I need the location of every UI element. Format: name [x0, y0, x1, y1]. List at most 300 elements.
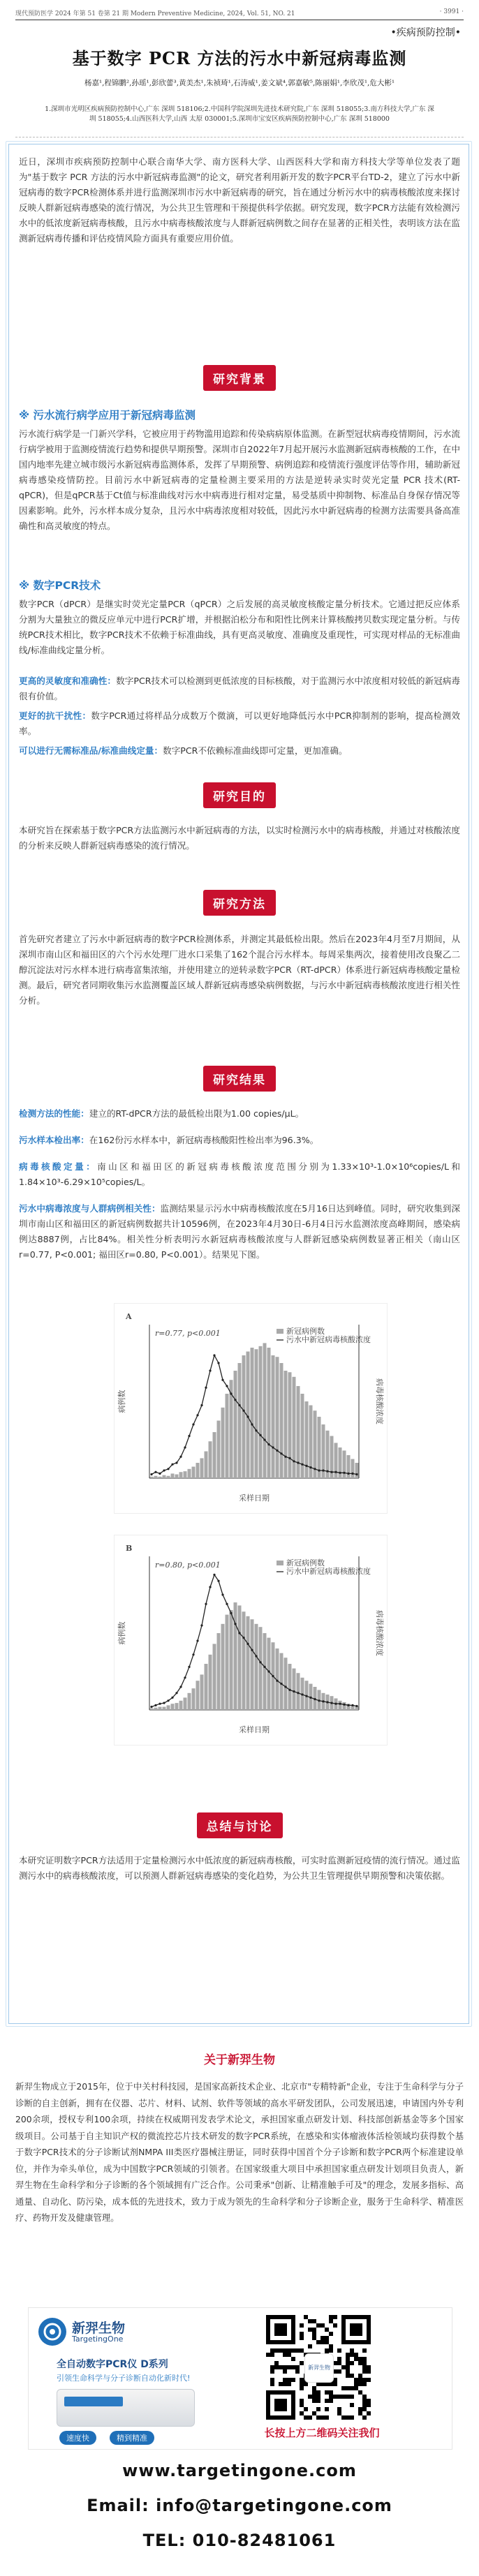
qr-module — [312, 2395, 316, 2399]
company-email[interactable]: Email: info@targetingone.com — [87, 2496, 392, 2515]
case-bar — [259, 1346, 263, 1478]
qr-module — [320, 2336, 325, 2340]
case-bar — [355, 1463, 359, 1478]
qr-finder-core — [274, 2399, 287, 2411]
viral-load-point — [297, 1692, 299, 1694]
result-3-text: 南山区和福田区的新冠病毒核酸浓度范围分别为1.33×10³-1.0×10⁶copies/L和1.84×10³-6.29×10⁵copies/L。 — [19, 1161, 460, 1187]
viral-load-point — [293, 1690, 295, 1692]
qr-module — [333, 2315, 337, 2319]
qr-module — [300, 2332, 304, 2336]
viral-load-point — [200, 1404, 202, 1406]
qr-module — [291, 2357, 295, 2361]
viral-load-point — [355, 1473, 358, 1475]
qr-module — [291, 2365, 295, 2369]
viral-load-point — [213, 1354, 215, 1356]
case-bar — [234, 1371, 237, 1478]
section-conclusion-label: 总结与讨论 — [197, 1812, 283, 1838]
section-method-label: 研究方法 — [203, 890, 276, 916]
viral-load-point — [221, 1379, 223, 1381]
result-3 — [19, 1159, 460, 1190]
legend-line-label: 污水中新冠病毒核酸浓度 — [286, 1335, 371, 1344]
qr-module — [320, 2323, 325, 2328]
viral-load-point — [184, 1676, 186, 1678]
viral-load-point — [314, 1698, 316, 1700]
qr-module — [358, 2390, 362, 2395]
qr-module — [312, 2319, 316, 2323]
qr-module — [325, 2348, 329, 2353]
case-bar — [150, 1477, 154, 1478]
qr-module — [362, 2395, 367, 2399]
case-bar — [213, 1432, 216, 1478]
qr-caption: 长按上方二维码关注我们 — [264, 2427, 380, 2439]
case-bar — [154, 1708, 158, 1710]
viral-load-point — [259, 1434, 261, 1436]
viral-load-point — [334, 1471, 337, 1473]
viral-load-point — [251, 1423, 253, 1425]
case-bar — [251, 1348, 254, 1478]
subheading-wastewater: ※ 污水流行病学应用于新冠病毒监测 — [19, 409, 196, 422]
qr-module — [300, 2378, 304, 2382]
advantage-3 — [19, 743, 460, 759]
qr-module — [346, 2365, 350, 2369]
viral-load-point — [322, 1700, 324, 1702]
qr-module — [350, 2403, 354, 2407]
qr-module — [295, 2365, 300, 2369]
case-bar — [159, 1477, 162, 1478]
viral-load-point — [267, 1443, 270, 1445]
qr-module — [329, 2399, 333, 2403]
article-frame — [8, 144, 469, 2024]
viral-load-point — [263, 1438, 265, 1440]
qr-module — [333, 2395, 337, 2399]
qr-module — [341, 2395, 346, 2399]
case-bar — [238, 1363, 242, 1478]
correlation-annotation: r=0.80, p<0.001 — [155, 1561, 221, 1570]
case-bar — [175, 1703, 179, 1710]
viral-load-point — [339, 1703, 341, 1705]
y-axis-left-label: 病例数 — [117, 1621, 126, 1645]
qr-module — [329, 2315, 333, 2319]
qr-module — [279, 2382, 283, 2386]
subheading-dpcr: ※ 数字PCR技术 — [19, 579, 101, 592]
precision-badge[interactable]: 精到精准 — [110, 2431, 154, 2445]
qr-module — [362, 2399, 367, 2403]
result-1 — [19, 1106, 460, 1122]
case-bar — [196, 1463, 200, 1478]
qr-module — [362, 2361, 367, 2365]
qr-module — [325, 2340, 329, 2344]
viral-load-point — [159, 1473, 161, 1475]
method-paragraph: 首先研究者建立了污水中新冠病毒的数字PCR检测体系，并测定其最低检出限。然后在2023年4月至7月期间，从深圳市南山区和福田区的六个污水处理厂进水口采集了162个混合污水样本。每周采集两次，接着使用改良聚乙二醇沉淀法对污水样本进行病毒富集浓缩，并使用建立的逆转录数字PCR（RT-dPCR）体系进行新冠病毒核酸定量检测。最后，研究者同期收集污水监测覆盖区域人群新冠病毒感染病例数据，与污水中新冠病毒核酸浓度进行相关性分析。 — [19, 934, 460, 1006]
case-bar — [255, 1624, 258, 1710]
case-bar — [343, 1450, 346, 1478]
qr-module — [337, 2395, 341, 2399]
viral-load-point — [330, 1471, 332, 1473]
case-bar — [209, 1655, 212, 1710]
qr-module — [367, 2369, 371, 2374]
qr-module — [270, 2348, 274, 2353]
case-bar — [263, 1343, 267, 1478]
advantage-2-text: 数字PCR通过将样品分成数万个微滴，可以更好地降低污水中PCR抑制剂的影响，提高检测效率。 — [19, 710, 460, 736]
qr-module — [362, 2378, 367, 2382]
qr-module — [367, 2378, 371, 2382]
viral-load-point — [305, 1695, 307, 1697]
viral-load-point — [330, 1702, 332, 1704]
section-purpose-label: 研究目的 — [203, 782, 276, 808]
instrument-image — [57, 2389, 195, 2427]
qr-module — [316, 2395, 320, 2399]
viral-load-point — [293, 1460, 295, 1462]
case-bar — [171, 1473, 175, 1478]
viral-load-point — [167, 1468, 169, 1470]
advantage-3-text: 数字PCR不依赖标准曲线即可定量，更加准确。 — [163, 745, 348, 756]
case-bar — [267, 1348, 271, 1478]
product-slogan: 引领生命科学与分子诊断自动化新时代! — [57, 2374, 191, 2383]
qr-module — [300, 2386, 304, 2390]
case-bar — [259, 1627, 263, 1710]
viral-load-point — [343, 1704, 345, 1706]
qr-module — [312, 2399, 316, 2403]
viral-load-point — [159, 1703, 161, 1705]
qr-module — [346, 2415, 350, 2420]
qr-module — [346, 2361, 350, 2365]
purpose-paragraph: 本研究旨在探索基于数字PCR方法监测污水中新冠病毒的方法，以实时检测污水中的病毒核酸，并通过对核酸浓度的分析来反映人群新冠病毒感染的流行情况。 — [19, 825, 460, 851]
qr-module — [270, 2353, 274, 2357]
speed-badge[interactable]: 速度快 — [59, 2431, 96, 2445]
qr-module — [362, 2382, 367, 2386]
qr-finder-core — [350, 2323, 362, 2336]
qr-module — [346, 2353, 350, 2357]
case-bar — [263, 1633, 267, 1710]
case-bar — [196, 1681, 200, 1710]
viral-load-point — [284, 1685, 286, 1688]
viral-load-point — [263, 1666, 265, 1668]
qr-module — [350, 2348, 354, 2353]
viral-load-point — [150, 1473, 152, 1475]
case-bar — [284, 1371, 288, 1478]
result-3-label: 病毒核酸定量： — [19, 1161, 98, 1172]
product-banner[interactable] — [28, 2307, 452, 2450]
section-conclusion — [9, 1812, 470, 1838]
qr-module — [362, 2348, 367, 2353]
qr-module — [337, 2348, 341, 2353]
case-bar — [293, 1377, 296, 1478]
qr-module — [266, 2353, 270, 2357]
case-bar — [192, 1688, 196, 1710]
chart-a-svg — [115, 1304, 387, 1513]
case-bar — [288, 1372, 292, 1478]
case-bar — [255, 1349, 258, 1478]
viral-load-point — [167, 1699, 169, 1702]
viral-load-point — [284, 1456, 286, 1458]
qr-module — [312, 2328, 316, 2332]
viral-load-point — [192, 1423, 194, 1425]
viral-load-point — [238, 1632, 240, 1634]
qr-module — [308, 2395, 312, 2399]
case-bar — [159, 1707, 162, 1710]
result-2-text: 在162份污水样本中，新冠病毒核酸阳性检出率为96.3%。 — [89, 1135, 319, 1145]
viral-load-point — [154, 1471, 156, 1473]
qr-module — [362, 2407, 367, 2411]
qr-module — [329, 2390, 333, 2395]
result-4 — [19, 1201, 460, 1263]
viral-load-point — [343, 1472, 345, 1474]
case-bar — [242, 1355, 246, 1478]
qr-module — [325, 2328, 329, 2332]
viral-load-point — [276, 1450, 278, 1452]
viral-load-point — [351, 1704, 353, 1706]
qr-module — [312, 2386, 316, 2390]
case-bar — [267, 1638, 271, 1710]
background-paragraph-2: 数字PCR（dPCR）是继实时荧光定量PCR（qPCR）之后发展的高灵敏度核酸定量分析技术。它通过把反应体系分割为大量独立的微反应单元中进行PCR扩增，并根据泊松分布和阳性比例来计算核酸拷贝数实现定量分析。与传统PCR技术相比，数字PCR技术不依赖于标准曲线，具有更高灵敏度、准确度及重现性，可实现对样品的无标准曲线/标准曲线定量分析。 — [19, 599, 460, 655]
qr-module — [279, 2348, 283, 2353]
chart-b-svg — [115, 1535, 387, 1745]
qr-module — [333, 2323, 337, 2328]
qr-module — [300, 2411, 304, 2415]
case-bar — [200, 1674, 204, 1710]
qr-module — [308, 2319, 312, 2323]
advantage-1-label: 更高的灵敏度和准确性： — [19, 676, 117, 686]
qr-module — [350, 2386, 354, 2390]
instrument-panel — [64, 2397, 123, 2406]
viral-load-point — [230, 1392, 232, 1394]
viral-load-point — [150, 1706, 152, 1708]
qr-module — [283, 2348, 287, 2353]
qr-module — [274, 2361, 279, 2365]
case-bar — [217, 1633, 221, 1710]
qr-module — [325, 2399, 329, 2403]
product-title: 全自动数字PCR仪 D系列 — [57, 2359, 168, 2370]
viral-load-point — [355, 1705, 358, 1707]
viral-load-point — [347, 1473, 349, 1475]
qr-module — [312, 2332, 316, 2336]
company-phone[interactable]: TEL: 010-82481061 — [142, 2531, 337, 2550]
case-bar — [209, 1441, 212, 1478]
qr-module — [283, 2369, 287, 2374]
paper-authors: 杨嘉¹,程锦鹏²,孙瑶¹,彭欣蕾³,黄美杰¹,朱祯琦¹,石涛威¹,姜文斌⁴,郭嘉敏⁵,陈丽娟¹,李欣茂¹,危大彬¹ — [84, 79, 395, 87]
viral-load-point — [301, 1693, 303, 1695]
viral-load-point — [318, 1469, 320, 1471]
qr-module — [346, 2357, 350, 2361]
qr-module — [329, 2395, 333, 2399]
qr-module — [295, 2348, 300, 2353]
viral-load-point — [154, 1704, 156, 1706]
case-bar — [200, 1458, 204, 1478]
paper-title: 基于数字 PCR 方法的污水中新冠病毒监测 — [72, 48, 407, 68]
qr-module — [329, 2344, 333, 2348]
result-2-label: 污水样本检出率： — [19, 1135, 89, 1145]
viral-load-point — [205, 1387, 207, 1389]
qr-module — [287, 2353, 291, 2357]
qr-module — [350, 2395, 354, 2399]
result-4-label: 污水中病毒浓度与人群病例相关性： — [19, 1203, 161, 1214]
y-axis-right-label: 病毒核酸浓度 — [375, 1378, 384, 1424]
qr-module — [325, 2415, 329, 2420]
about-paragraph: 新羿生物成立于2015年，位于中关村科技园，是国家高新技术企业、北京市"专精特新"企业，专注于生命科学与分子诊断的自主创新，拥有在仪器、芯片、材料、试剂、软件等领域的高水平研发团队，公司发展迅速，申请国内外专利200余项，授权专利100余项，持续在权威期刊发表学术论文，承担国家重点研发计划、科技部创新基金等多个国家级项目。公司基于自主知识产权的微流控芯片技术研发的数字PCR系统，在感染和实体瘤液体活检领域均获得数个基于数字PCR技术的分子诊断试剂NMPA III类医疗器械注册证，同时获得中国首个分子诊断和数字PCR两个标准建设单位，并作为牵头单位，成为中国数字PCR领域的引领者。在国家级重大项目中承担国家重点研发计划项目负责人，新羿生物在生命科学和分子诊断的各个领域拥有广泛合作。公司秉承"创新、让精准触手可及"的理念，发展多指标、高通量、自动化、防污染，成本低的先进技术，致力于成为领先的生命科学和分子诊断企业，服务于生命科学、精准医疗、药物开发及健康管理。 — [15, 2081, 464, 2223]
advantage-2-label: 更好的抗干扰性： — [19, 710, 91, 721]
viral-load-point — [280, 1683, 282, 1685]
viral-load-point — [246, 1643, 249, 1645]
case-bar — [272, 1355, 275, 1478]
viral-load-point — [221, 1593, 223, 1595]
viral-load-point — [280, 1452, 282, 1454]
viral-load-point — [188, 1666, 190, 1668]
viral-load-point — [297, 1461, 299, 1464]
qr-module — [270, 2369, 274, 2374]
qr-module — [312, 2411, 316, 2415]
qr-module — [308, 2344, 312, 2348]
viral-load-point — [251, 1649, 253, 1651]
qr-module — [346, 2395, 350, 2399]
x-axis-label: 采样日期 — [239, 1725, 270, 1734]
qr-module — [312, 2390, 316, 2395]
viral-load-point — [305, 1465, 307, 1467]
viral-load-point — [322, 1469, 324, 1471]
journal-running-header — [15, 8, 464, 20]
x-axis-label: 采样日期 — [239, 1494, 270, 1503]
qr-module — [304, 2315, 308, 2319]
qr-module — [316, 2323, 320, 2328]
qr-module — [337, 2369, 341, 2374]
advantage-2 — [19, 708, 460, 739]
viral-load-point — [347, 1704, 349, 1706]
case-bar — [154, 1476, 158, 1478]
case-bar — [167, 1476, 170, 1478]
qr-module — [291, 2378, 295, 2382]
qr-module — [346, 2386, 350, 2390]
viral-load-point — [309, 1466, 311, 1468]
case-bar — [297, 1673, 300, 1710]
result-1-text: 建立的RT-dPCR方法的最低检出限为1.00 copies/μL。 — [89, 1108, 304, 1119]
qr-module — [316, 2399, 320, 2403]
qr-module — [316, 2407, 320, 2411]
legend-bar-swatch — [277, 1561, 283, 1565]
qr-module — [312, 2336, 316, 2340]
qr-module — [354, 2357, 358, 2361]
qr-module — [300, 2336, 304, 2340]
case-bar — [213, 1644, 216, 1710]
qr-module — [316, 2390, 320, 2395]
qr-module — [358, 2357, 362, 2361]
qr-module — [283, 2378, 287, 2382]
qr-module — [354, 2378, 358, 2382]
section-background-label: 研究背景 — [203, 365, 276, 391]
qr-module — [279, 2365, 283, 2369]
viral-load-point — [163, 1702, 165, 1704]
viral-load-point — [242, 1410, 244, 1412]
case-bar — [179, 1701, 183, 1710]
qr-module — [316, 2415, 320, 2420]
viral-load-point — [309, 1697, 311, 1699]
viral-load-point — [259, 1661, 261, 1663]
case-bar — [179, 1472, 183, 1478]
qr-module — [291, 2348, 295, 2353]
case-bar — [205, 1452, 208, 1479]
qr-finder-core — [274, 2323, 287, 2336]
case-bar — [175, 1475, 179, 1479]
viral-load-point — [217, 1580, 219, 1582]
qr-module — [367, 2403, 371, 2407]
viral-load-point — [267, 1670, 270, 1672]
qr-module — [270, 2382, 274, 2386]
qr-module — [287, 2348, 291, 2353]
qr-module — [295, 2369, 300, 2374]
viral-load-point — [226, 1603, 228, 1605]
case-bar — [297, 1386, 300, 1478]
qr-module — [300, 2348, 304, 2353]
qr-module — [308, 2415, 312, 2420]
qr-module — [362, 2415, 367, 2420]
qr-module — [308, 2328, 312, 2332]
qr-module — [270, 2365, 274, 2369]
viral-load-point — [171, 1464, 173, 1466]
company-website[interactable]: www.targetingone.com — [122, 2461, 357, 2480]
viral-load-point — [196, 1414, 198, 1416]
qr-module — [270, 2378, 274, 2382]
viral-load-point — [179, 1456, 182, 1458]
background-paragraph-1: 污水流行病学是一门新兴学科，它被应用于药物滥用追踪和传染病病原体监测。在新型冠状病毒疫情期间，污水流行病学被用于监测疫情流行趋势和提供早期预警。深圳市自2022年7月起开展污水监测新冠病毒核酸的工作，在中国内地率先建立城市级污水新冠病毒监测体系，发挥了早期预警、病例追踪和疫情流行强度评估等作用，辅助新冠病毒感染疫情防控。目前污水中新冠病毒的定量检测主要采用的方法是逆转录实时荧光定量 PCR 技术(RT-qPCR)，但是qPCR基于Ct值与标准曲线对污水中病毒进行相对定量，易受基质中抑制物、标准品自身保存情况等因素影响。此外，污水样本成分复杂，且污水中病毒浓度相对较低，因此污水中新冠病毒的检测方法需要具备高准确性和高灵敏度的特点。 — [19, 429, 460, 531]
result-1-label: 检测方法的性能： — [19, 1108, 89, 1119]
section-results-label: 研究结果 — [203, 1066, 276, 1092]
advantage-1-text: 数字PCR技术可以检测到更低浓度的目标核酸，对于监测污水中浓度相对较低的新冠病毒很有价值。 — [19, 676, 461, 701]
viral-load-point — [163, 1469, 165, 1471]
logo-mark-icon — [38, 2318, 66, 2346]
paper-affiliations: 1.深圳市光明区疾病预防控制中心,广东 深圳 518106;2.中国科学院深圳先进技术研究院,广东 深圳 518055;3.南方科技大学,广东 深圳 518055;4.山西医科大学,山西 太原 030001;5.深圳市宝安区疾病预防控制中心,广东 深圳 518000 — [45, 105, 434, 123]
case-bar — [284, 1658, 288, 1710]
viral-load-point — [226, 1385, 228, 1387]
qr-module — [274, 2365, 279, 2369]
qr-module — [337, 2411, 341, 2415]
viral-load-point — [200, 1624, 202, 1626]
qr-module — [354, 2382, 358, 2386]
case-bar — [347, 1455, 351, 1478]
page-number: · 3991 · — [439, 8, 464, 15]
conclusion-paragraph: 本研究证明数字PCR方法适用于定量检测污水中低浓度的新冠病毒核酸，可实时监测新冠疫情的流行情况。通过监测污水中的病毒核酸浓度，可以预测人群新冠病毒感染的变化趋势，为公共卫生管理提供早期预警和决策依据。 — [19, 1855, 460, 1881]
qr-module — [358, 2374, 362, 2378]
case-bar — [221, 1624, 225, 1710]
qr-module — [300, 2403, 304, 2407]
y-axis-left-label: 病例数 — [117, 1390, 126, 1413]
result-4-text: 监测结果显示污水中病毒核酸浓度在5月16日达到峰值。同时，研究收集到深圳市南山区和福田区的新冠病例数据共计10596例，在2023年4月30日-6月4日污水监测浓度高峰期间，感染病例达8887例，占比84%。相关性分析表明污水新冠病毒核酸浓度与人群新冠感染病例数显著正相关（南山区r=0.77, P<0.001; 福田区r=0.80, P<0.001）。结果见下图。 — [19, 1203, 461, 1260]
case-bar — [251, 1619, 254, 1710]
viral-load-point — [334, 1703, 337, 1705]
brand-name-en: TargetingOne — [72, 2335, 124, 2344]
case-bar — [226, 1615, 229, 1710]
case-bar — [205, 1664, 208, 1710]
qr-module — [329, 2348, 333, 2353]
legend-bar-swatch — [277, 1329, 283, 1334]
case-bar — [276, 1357, 279, 1478]
viral-load-point — [242, 1637, 244, 1639]
viral-load-point — [175, 1692, 177, 1694]
qr-module — [316, 2340, 320, 2344]
case-bar — [150, 1708, 154, 1710]
case-bar — [288, 1664, 292, 1710]
qr-module — [362, 2403, 367, 2407]
qr-module — [367, 2365, 371, 2369]
qr-center-logo: 新羿生物 — [304, 2353, 334, 2383]
qr-module — [329, 2332, 333, 2336]
brand-logo-icon — [38, 2318, 66, 2346]
section-results — [9, 1066, 470, 1092]
case-bar — [163, 1475, 166, 1478]
case-bar — [192, 1467, 196, 1479]
qr-module — [337, 2361, 341, 2365]
case-bar — [246, 1616, 250, 1710]
case-bar — [188, 1693, 191, 1710]
viral-load-point — [314, 1468, 316, 1470]
case-bar — [226, 1394, 229, 1478]
